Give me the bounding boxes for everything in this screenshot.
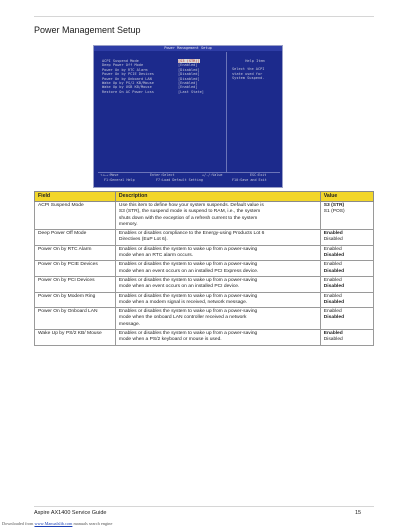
field-name-cell: Wake Up by PS/2 KB/ Mouse: [35, 330, 116, 346]
default-value: Enabled: [323, 231, 343, 237]
value-cell: [320, 245, 373, 261]
table-row: [35, 230, 374, 246]
option-value: Enabled: [323, 246, 342, 252]
bios-item-value: [Disabled]: [178, 72, 200, 77]
column-header-description: Description: [115, 192, 320, 202]
manualslib-link[interactable]: www.Manualslib.com: [34, 521, 73, 526]
footer-guide-title: Aspire AX1400 Service Guide: [34, 510, 107, 516]
bios-item-label: Power On by Onboard LAN: [102, 76, 152, 81]
bios-item-value: [Enabled]: [178, 80, 198, 85]
description-cell: [115, 292, 320, 308]
bios-key-hint: Enter:Select: [150, 173, 175, 177]
bios-item-label: Power On by RTC Alarm: [102, 67, 148, 72]
page-number: 15: [355, 510, 362, 516]
description-line: mode when an event occurs on an installed PCI Express device.: [118, 268, 259, 274]
table-row: [35, 276, 374, 292]
bios-help-title: Help Item: [245, 59, 265, 63]
description-line: mode when an event occurs on an installed PCI device.: [118, 284, 240, 290]
bios-item-value: [Last State]: [178, 89, 204, 94]
description-line: Enables or disables the system to wake up from a power-saving: [118, 262, 258, 268]
bios-item-label: Deep Power Off Mode: [102, 63, 144, 68]
description-cell: [115, 245, 320, 261]
description-line: Enables or disables compliance to the Energy-using Products Lot 6: [118, 231, 265, 237]
download-prefix: Downloaded from: [2, 521, 34, 526]
default-value: Disabled: [323, 299, 345, 305]
bios-item-value: [Enabled]: [178, 85, 198, 90]
field-name-cell: Power On by PCI Devices: [35, 276, 116, 292]
description-line: Enables or disables the system to wake up from a power-saving: [118, 293, 258, 299]
description-cell: [115, 330, 320, 346]
bios-item-list: [102, 59, 212, 94]
bios-item-label: ACPI Suspend Mode: [102, 59, 139, 63]
description-cell: [115, 202, 320, 230]
bios-item-label: Wake Up by PS/2 KB/Mouse: [102, 80, 154, 85]
description-line: Enables or disables the system to wake up from a power-saving: [118, 277, 258, 283]
table-row: [35, 202, 374, 230]
value-cell: [320, 230, 373, 246]
column-header-value: Value: [320, 192, 373, 202]
bios-key-hint: ↑↓←→:Move: [100, 173, 119, 177]
description-cell: [115, 230, 320, 246]
download-notice: [2, 521, 112, 526]
default-value: Enabled: [323, 331, 343, 337]
default-value: Disabled: [323, 268, 345, 274]
table-row: [35, 330, 374, 346]
download-suffix: manuals search engine: [73, 521, 113, 526]
field-table: [34, 191, 374, 346]
description-line: mode when an RTC alarm occurs.: [118, 253, 194, 259]
description-cell: [115, 308, 320, 330]
bios-key-hint: F10:Save and Exit: [232, 177, 267, 182]
table-body: [35, 202, 374, 346]
bios-key-legend: [98, 172, 280, 185]
value-cell: [320, 276, 373, 292]
default-value: Disabled: [323, 253, 345, 259]
field-name-cell: Deep Power Off Mode: [35, 230, 116, 246]
value-cell: [320, 330, 373, 346]
field-name-cell: ACPI Suspend Mode: [35, 202, 116, 230]
bios-item-value: [Disabled]: [178, 67, 200, 72]
table-row: [35, 308, 374, 330]
bios-help-line: System Suspend.: [232, 76, 265, 81]
bios-key-hint: ESC:Exit: [250, 173, 267, 177]
option-value: Enabled: [323, 262, 342, 268]
bios-item-label: Wake Up by USB KB/Mouse: [102, 85, 152, 90]
default-value: Disabled: [323, 284, 345, 290]
bios-key-hint: F7:Load Default Setting: [156, 177, 203, 182]
bios-key-hint: F1:General Help: [104, 177, 135, 182]
description-line: Enables or disables the system to wake up from a power-saving: [118, 331, 258, 337]
option-value: Disabled: [323, 337, 343, 343]
bios-item-label: Restore On AC Power Loss: [102, 89, 154, 94]
bios-item-value: [S3 (STR)]: [178, 59, 200, 63]
option-value: Enabled: [323, 277, 342, 283]
bios-item-label: Power On by PCIE Devices: [102, 72, 154, 77]
bios-help-line: state used for: [232, 71, 263, 76]
description-line: shuts down with the exception of a refresh current to the system: [118, 215, 258, 221]
table-row: [35, 261, 374, 277]
footer-rule: [34, 506, 374, 507]
description-line: Directives (EuP Lot 6).: [118, 237, 168, 243]
description-cell: [115, 276, 320, 292]
description-line: mode when the onboard LAN controller received a network: [118, 315, 247, 321]
value-cell: [320, 308, 373, 330]
option-value: Disabled: [323, 237, 343, 243]
value-cell: [320, 261, 373, 277]
field-name-cell: Power On by Modem Ring: [35, 292, 116, 308]
bios-help-panel: [232, 59, 278, 81]
field-name-cell: Power On by Onboard LAN: [35, 308, 116, 330]
option-value: S1 (POS): [323, 209, 345, 215]
table-row: [35, 292, 374, 308]
table-header-row: [35, 192, 374, 202]
description-line: mode when a modem signal is received, network message.: [118, 299, 248, 305]
description-line: message.: [118, 321, 141, 327]
bios-key-hint: +/-/:Value: [202, 173, 223, 177]
option-value: Enabled: [323, 293, 342, 299]
bios-header: Power Management Setup: [94, 46, 282, 51]
page-title: Power Management Setup: [34, 25, 141, 35]
option-value: Enabled: [323, 309, 342, 315]
default-value: S3 (STR): [323, 203, 345, 208]
column-header-field: Field: [35, 192, 116, 202]
field-name-cell: Power On by RTC Alarm: [35, 245, 116, 261]
bios-divider: [226, 52, 227, 172]
default-value: Disabled: [323, 315, 345, 321]
description-line: S3 (STR), the suspend mode is suspend to RAM, i.e., the system: [118, 209, 261, 215]
description-line: Enables or disables the system to wake up from a power-saving: [118, 309, 258, 315]
field-name-cell: Power On by PCIE Devices: [35, 261, 116, 277]
table-row: [35, 245, 374, 261]
bios-screenshot: [93, 45, 283, 188]
value-cell: [320, 292, 373, 308]
description-line: Enables or disables the system to wake up from a power-saving: [118, 246, 258, 252]
bios-item-value: [Disabled]: [178, 76, 200, 81]
description-line: mode when a PS/2 keyboard or mouse is used.: [118, 337, 222, 343]
description-cell: [115, 261, 320, 277]
bios-item: [102, 90, 212, 94]
value-cell: [320, 202, 373, 230]
top-rule: [34, 16, 374, 17]
description-line: Use this item to define how your system suspends. Default value is: [118, 203, 264, 208]
bios-item-value: [Enabled]: [178, 63, 198, 68]
bios-help-line: Select the ACPI: [232, 67, 265, 72]
description-line: memory.: [118, 221, 138, 227]
